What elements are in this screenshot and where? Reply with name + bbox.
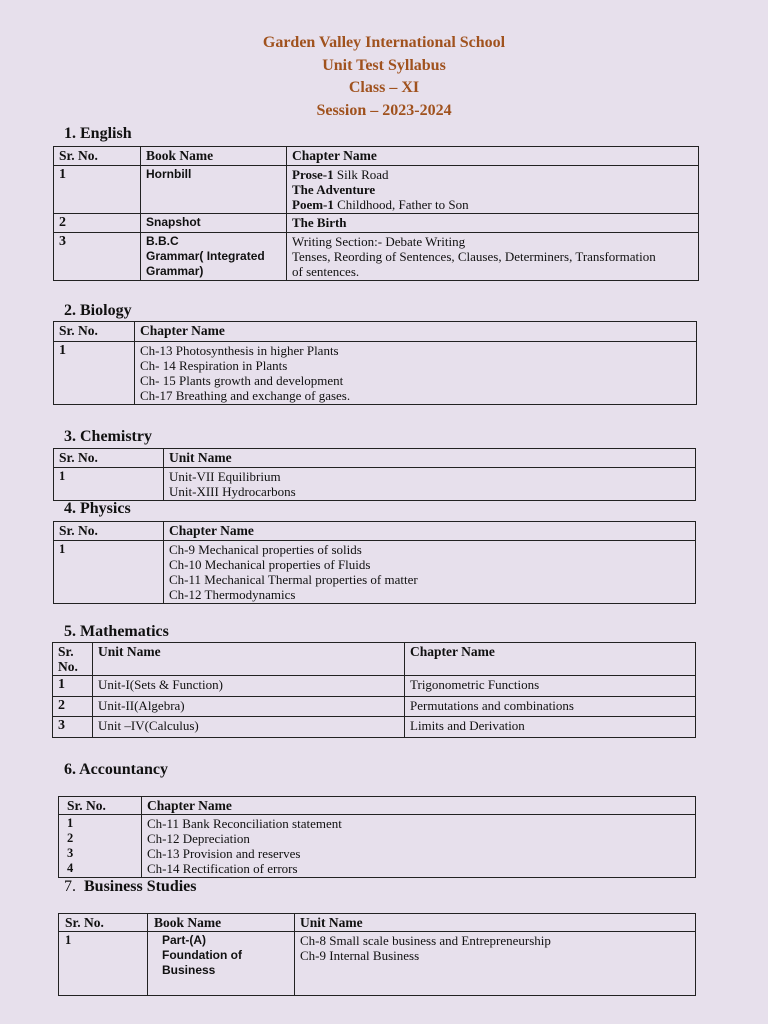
chemistry-heading: 3. Chemistry — [64, 428, 152, 445]
column-header: Chapter Name — [164, 522, 696, 541]
unit-name: Unit-I(Sets & Function) — [93, 676, 405, 697]
column-header: Sr. No. — [54, 522, 164, 541]
accountancy-heading: 6. Accountancy — [64, 761, 168, 778]
mathematics-heading: 5. Mathematics — [64, 623, 169, 640]
sr-no: 3 — [53, 717, 93, 738]
chapter-list: Ch-11 Bank Reconciliation statement Ch-12 Depreciation Ch-13 Provision and reserves Ch-14 Rectification of errors — [142, 815, 696, 878]
table-header-row — [54, 522, 696, 541]
biology-heading: 2. Biology — [64, 302, 132, 319]
column-header: Sr. No. — [53, 643, 93, 676]
table-row — [54, 233, 699, 281]
column-header: Chapter Name — [405, 643, 696, 676]
english-table — [53, 146, 699, 281]
table-header-row — [59, 797, 696, 815]
unit-list: Unit-VII Equilibrium Unit-XIII Hydrocarbons — [164, 468, 696, 501]
sr-no: 1 — [54, 468, 164, 501]
column-header: Sr. No. — [54, 449, 164, 468]
chapter-list: Ch-13 Photosynthesis in higher Plants Ch- 14 Respiration in Plants Ch- 15 Plants growth and development Ch-17 Breathing and exchange of gases. — [135, 342, 697, 405]
column-header: Chapter Name — [135, 322, 697, 342]
sr-no: 2 — [54, 214, 141, 233]
english-heading: 1. English — [64, 125, 132, 142]
table-row — [53, 697, 696, 717]
chapter-name: Prose-1 Silk Road The Adventure Poem-1 Childhood, Father to Son — [287, 166, 699, 214]
sr-no: 3 — [54, 233, 141, 281]
column-header: Unit Name — [164, 449, 696, 468]
book-name: Snapshot — [141, 214, 287, 233]
column-header: Unit Name — [295, 914, 696, 932]
book-name: Part-(A) Foundation of Business — [148, 932, 295, 996]
document-title: Unit Test Syllabus — [322, 56, 446, 74]
unit-name: Unit-II(Algebra) — [93, 697, 405, 717]
chemistry-table — [53, 448, 696, 501]
column-header: Sr. No. — [54, 322, 135, 342]
biology-table — [53, 321, 697, 405]
business-studies-heading: 7. Business Studies — [64, 878, 197, 895]
accountancy-table — [58, 796, 696, 878]
chapter-name: Permutations and combinations — [405, 697, 696, 717]
sr-no: 1 — [54, 541, 164, 604]
unit-list: Ch-8 Small scale business and Entrepreneurship Ch-9 Internal Business — [295, 932, 696, 996]
class-label: Class – XI — [348, 79, 420, 96]
unit-name: Unit –IV(Calculus) — [93, 717, 405, 738]
column-header: Book Name — [148, 914, 295, 932]
sr-no: 1 — [54, 342, 135, 405]
chapter-name: Limits and Derivation — [405, 717, 696, 738]
sr-no: 1 — [54, 166, 141, 214]
column-header: Sr. No. — [59, 797, 142, 815]
session-label: Session – 2023-2024 — [316, 101, 452, 119]
column-header: Chapter Name — [142, 797, 696, 815]
table-row — [53, 676, 696, 697]
sr-no-list: 1 2 3 4 — [59, 815, 142, 878]
table-row — [54, 166, 699, 214]
sr-no: 1 — [59, 932, 148, 996]
table-row — [59, 815, 696, 878]
table-row — [54, 468, 696, 501]
book-name: B.B.C Grammar( Integrated Grammar) — [141, 233, 287, 281]
school-name: Garden Valley International School — [262, 34, 506, 51]
table-header-row — [54, 322, 697, 342]
book-name: Hornbill — [141, 166, 287, 214]
table-row — [59, 932, 696, 996]
column-header: Chapter Name — [287, 147, 699, 166]
chapter-list: Ch-9 Mechanical properties of solids Ch-10 Mechanical properties of Fluids Ch-11 Mechanical Thermal properties of matter Ch-12 Thermodynamics — [164, 541, 696, 604]
physics-table — [53, 521, 696, 604]
table-row — [53, 717, 696, 738]
table-header-row — [54, 147, 699, 166]
chapter-name: Writing Section:- Debate Writing Tenses, Reording of Sentences, Clauses, Determiners, Transformation of sentences. — [287, 233, 699, 281]
table-row — [54, 214, 699, 233]
table-header-row — [54, 449, 696, 468]
table-header-row — [59, 914, 696, 932]
column-header: Sr. No. — [54, 147, 141, 166]
chapter-name: Trigonometric Functions — [405, 676, 696, 697]
document-header — [0, 32, 768, 122]
table-row — [54, 541, 696, 604]
sr-no: 2 — [53, 697, 93, 717]
column-header: Sr. No. — [59, 914, 148, 932]
column-header: Book Name — [141, 147, 287, 166]
mathematics-table — [52, 642, 696, 738]
sr-no: 1 — [53, 676, 93, 697]
table-row — [54, 342, 697, 405]
table-header-row — [53, 643, 696, 676]
chapter-name: The Birth — [287, 214, 699, 233]
business-studies-table — [58, 913, 696, 996]
physics-heading: 4. Physics — [64, 500, 131, 517]
column-header: Unit Name — [93, 643, 405, 676]
